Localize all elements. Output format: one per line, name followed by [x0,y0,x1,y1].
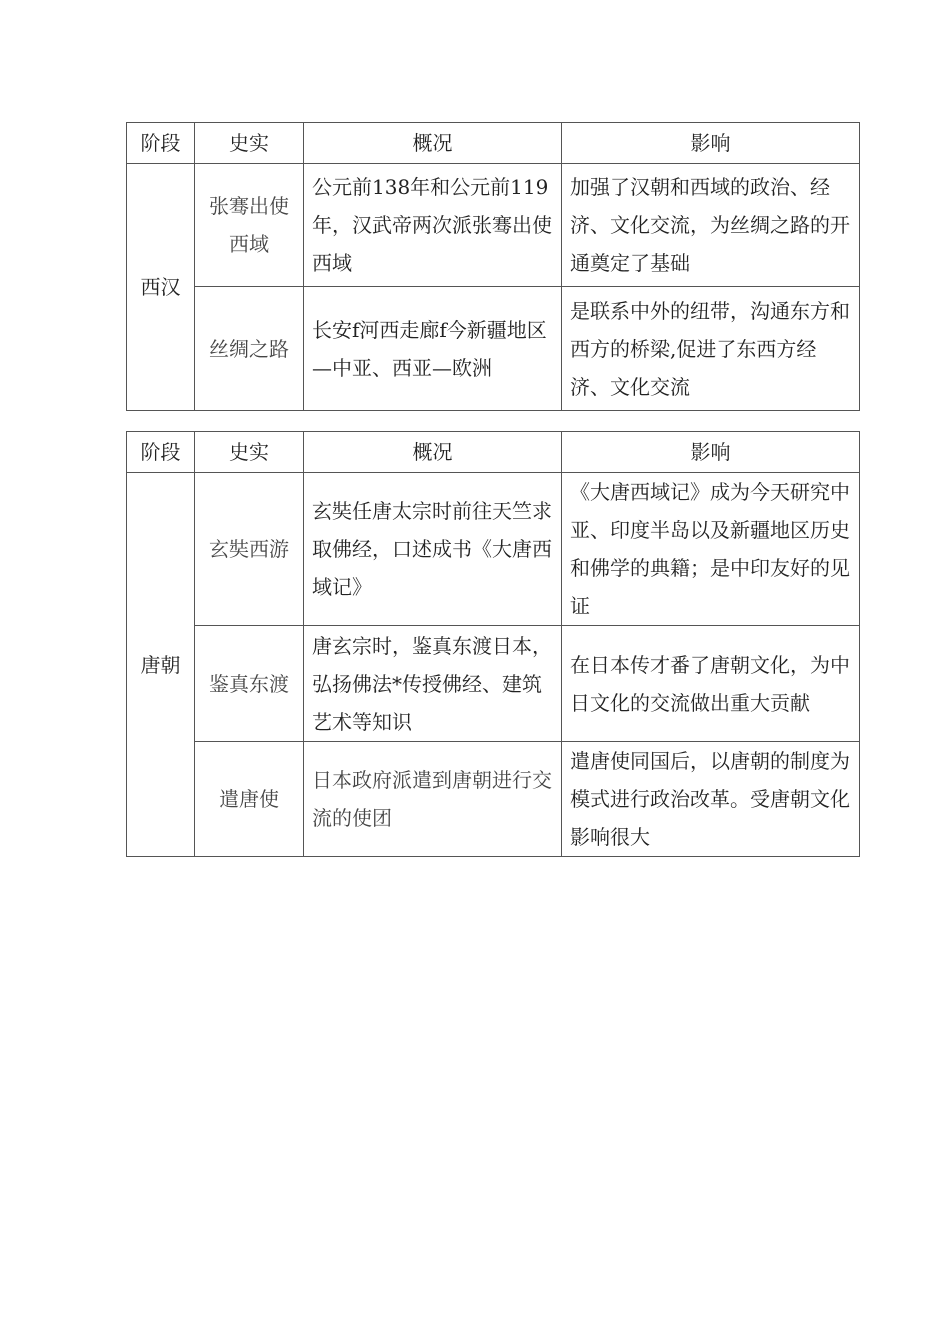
header-stage: 阶段 [127,432,195,473]
table-row [127,287,860,411]
stage-cell: 西汉 [127,164,195,411]
impact-cell: 在日本传才番了唐朝文化，为中日文化的交流做出重大贡献 [562,626,860,742]
event-cell: 丝绸之路 [195,287,304,411]
table-tang [126,431,860,857]
header-event: 史实 [195,432,304,473]
header-impact: 影响 [562,123,860,164]
table-xihan [126,122,860,411]
impact-cell: 《大唐西域记》成为今天研究中亚、印度半岛以及新疆地区历史和佛学的典籍；是中印友好的见证 [562,473,860,626]
overview-cell: 日本政府派遣到唐朝进行交流的使团 [304,742,562,857]
impact-cell: 是联系中外的纽带，沟通东方和西方的桥梁,促进了东西方经济、文化交流 [562,287,860,411]
impact-cell: 遣唐使同国后，以唐朝的制度为模式进行政治改革。受唐朝文化影响很大 [562,742,860,857]
overview-cell: 长安f河西走廊f今新疆地区—中亚、西亚—欧洲 [304,287,562,411]
header-impact: 影响 [562,432,860,473]
event-cell: 玄奘西游 [195,473,304,626]
impact-cell: 加强了汉朝和西域的政治、经济、文化交流，为丝绸之路的开通奠定了基础 [562,164,860,287]
table-row [127,742,860,857]
table-row [127,164,860,287]
header-stage: 阶段 [127,123,195,164]
table-header-row [127,123,860,164]
event-cell: 张骞出使西域 [195,164,304,287]
header-event: 史实 [195,123,304,164]
header-overview: 概况 [304,432,562,473]
stage-cell: 唐朝 [127,473,195,857]
event-cell: 遣唐使 [195,742,304,857]
overview-cell: 玄奘任唐太宗时前往天竺求取佛经，口述成书《大唐西域记》 [304,473,562,626]
table-header-row [127,432,860,473]
table-row [127,626,860,742]
table-row [127,473,860,626]
overview-cell: 唐玄宗时，鉴真东渡日本，弘扬佛法*传授佛经、建筑艺术等知识 [304,626,562,742]
header-overview: 概况 [304,123,562,164]
event-cell: 鉴真东渡 [195,626,304,742]
overview-cell: 公元前138年和公元前119年，汉武帝两次派张骞出使西域 [304,164,562,287]
